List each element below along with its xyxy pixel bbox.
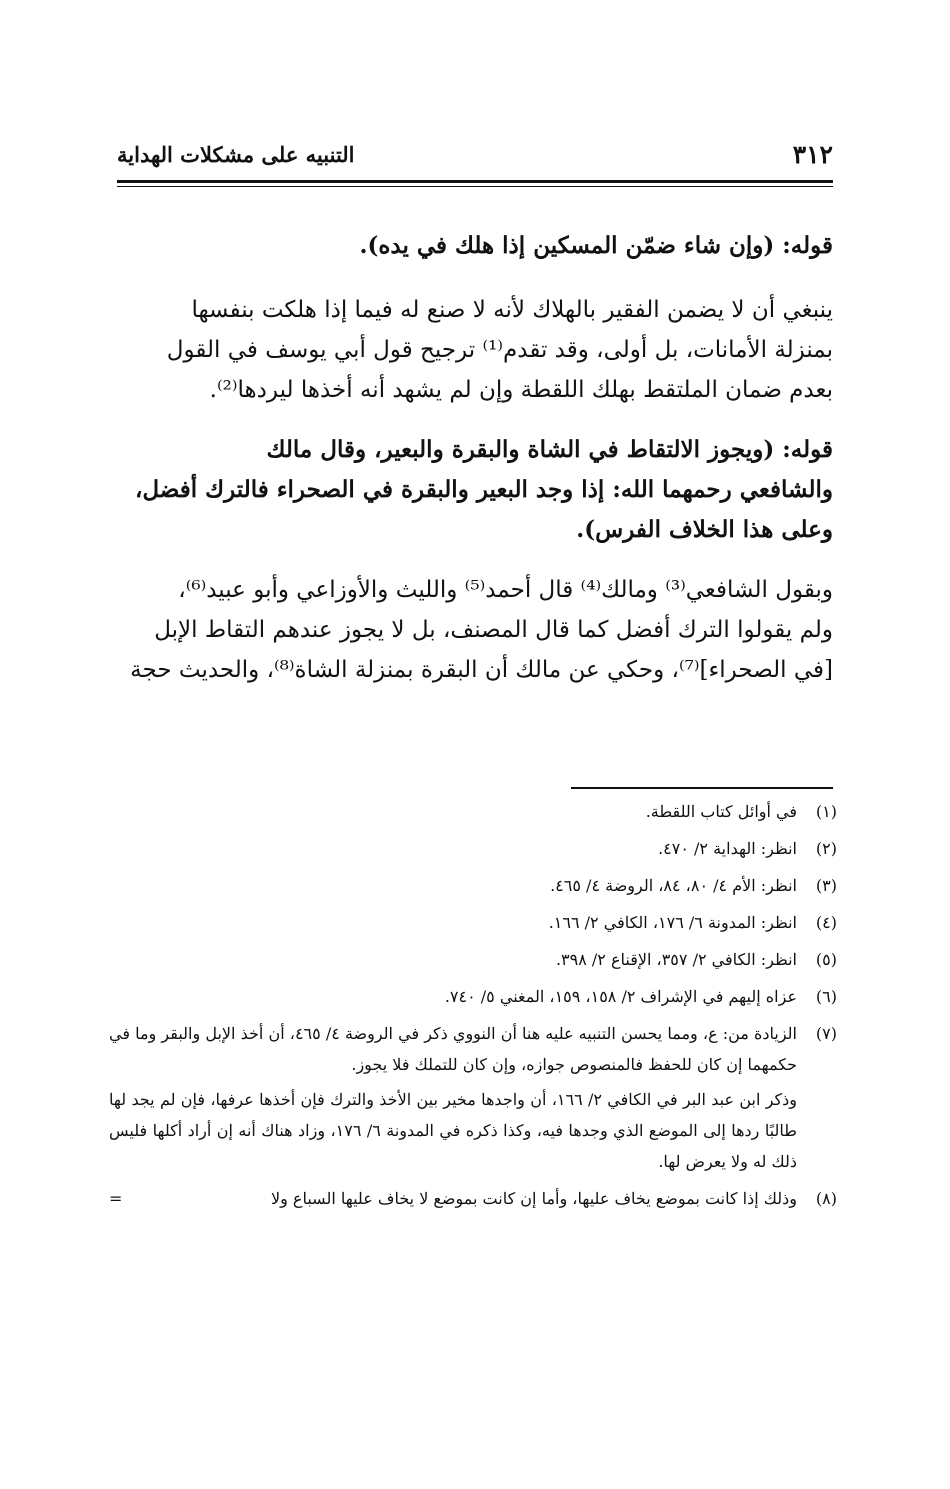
footnote-number: (١) xyxy=(815,802,837,821)
footnotes xyxy=(109,796,837,1220)
page-number: ٣١٢ xyxy=(792,140,833,169)
footnote-7 xyxy=(109,1018,837,1177)
footnote-text: الزيادة من: ع، ومما يحسن التنبيه عليه هنا أن النووي ذكر في الروضة ٤/ ٤٦٥، أن أخذ الإبل والبقر وما في حكمهما إن كان للحفظ فالمنصوص جوازه، وإن كان للتملك فلا يجوز. xyxy=(109,1024,797,1074)
text-line: وبقول الشافعي⁽³⁾ ومالك⁽⁴⁾ قال أحمد⁽⁵⁾ والليث والأوزاعي وأبو عبيد⁽⁶⁾، xyxy=(178,577,833,603)
footnote-number: (٤) xyxy=(815,913,837,932)
book-title: التنبيه على مشكلات الهداية xyxy=(117,142,355,167)
footnote-number: (٧) xyxy=(815,1024,837,1043)
footnote-text: انظر: الأم ٤/ ٨٠، ٨٤، الروضة ٤/ ٤٦٥. xyxy=(550,876,797,895)
footnote-number: (٨) xyxy=(815,1189,837,1208)
text-line: ولم يقولوا الترك أفضل كما قال المصنف، بل لا يجوز عندهم التقاط الإبل xyxy=(154,617,833,643)
text-line: [في الصحراء]⁽⁷⁾، وحكي عن مالك أن البقرة بمنزلة الشاة⁽⁸⁾، والحديث حجة xyxy=(130,657,833,683)
footnote-number: (٣) xyxy=(815,876,837,895)
footnote-text: وذكر ابن عبد البر في الكافي ٢/ ١٦٦، أن واجدها مخير بين الأخذ والترك فإن أخذها عرفها، فإن لم يجد لها طالبًا ردها إلى الموضع الذي وجدها فيه، وكذا ذكره في المدونة ٦/ ١٧٦، وزاد هناك أنه إن أراد أكلها فليس ذلك له ولا يعرض لها. xyxy=(109,1090,798,1171)
footnote-3 xyxy=(109,870,837,901)
footnote-5 xyxy=(109,944,837,975)
footnote-text: انظر: الهداية ٢/ ٤٧٠. xyxy=(658,839,797,858)
text-line: والشافعي رحمهما الله: إذا وجد البعير والبقرة في الصحراء فالترك أفضل، xyxy=(134,476,833,503)
footnote-8 xyxy=(109,1183,837,1214)
footnote-4 xyxy=(109,907,837,938)
quote-paragraph-2 xyxy=(117,430,833,550)
footnote-number: (٢) xyxy=(815,839,837,858)
footnote-text: انظر: المدونة ٦/ ١٧٦، الكافي ٢/ ١٦٦. xyxy=(548,913,797,932)
footnote-number: (٦) xyxy=(815,987,837,1006)
commentary-paragraph-1 xyxy=(117,290,833,410)
header-rule-thick xyxy=(117,180,833,183)
footnote-1 xyxy=(109,796,837,827)
commentary-paragraph-2 xyxy=(117,570,833,690)
continuation-mark: = xyxy=(109,1189,123,1208)
footnote-6 xyxy=(109,981,837,1012)
text-line: ينبغي أن لا يضمن الفقير بالهلاك لأنه لا صنع له فيما إذا هلكت بنفسها xyxy=(191,297,833,323)
header-rule-thin xyxy=(117,186,833,187)
text-line: بعدم ضمان الملتقط بهلك اللقطة وإن لم يشهد أنه أخذها ليردها⁽²⁾. xyxy=(209,377,833,403)
footnote-text: انظر: الكافي ٢/ ٣٥٧، الإقناع ٢/ ٣٩٨. xyxy=(555,950,797,969)
running-header xyxy=(117,138,833,172)
text-line: بمنزلة الأمانات، بل أولى، وقد تقدم⁽¹⁾ ترجيح قول أبي يوسف في القول xyxy=(166,337,833,363)
footnote-7-continued xyxy=(109,1084,797,1177)
text-line: قوله: (ويجوز الالتقاط في الشاة والبقرة والبعير، وقال مالك xyxy=(266,436,833,463)
footnote-2 xyxy=(109,833,837,864)
footnote-text: عزاه إليهم في الإشراف ٢/ ١٥٨، ١٥٩، المغني ٥/ ٧٤٠. xyxy=(444,987,797,1006)
quote-paragraph-1 xyxy=(117,226,833,266)
text-line: قوله: (وإن شاء ضمّن المسكين إذا هلك في يده). xyxy=(359,232,833,259)
main-text xyxy=(117,226,833,710)
footnote-text: وذلك إذا كانت بموضع يخاف عليها، وأما إن كانت بموضع لا يخاف عليها السباع ولا xyxy=(270,1189,797,1208)
footnote-number: (٥) xyxy=(815,950,837,969)
text-line: وعلى هذا الخلاف الفرس). xyxy=(576,516,833,543)
footnote-text: في أوائل كتاب اللقطة. xyxy=(645,802,797,821)
footnote-divider xyxy=(571,787,833,789)
